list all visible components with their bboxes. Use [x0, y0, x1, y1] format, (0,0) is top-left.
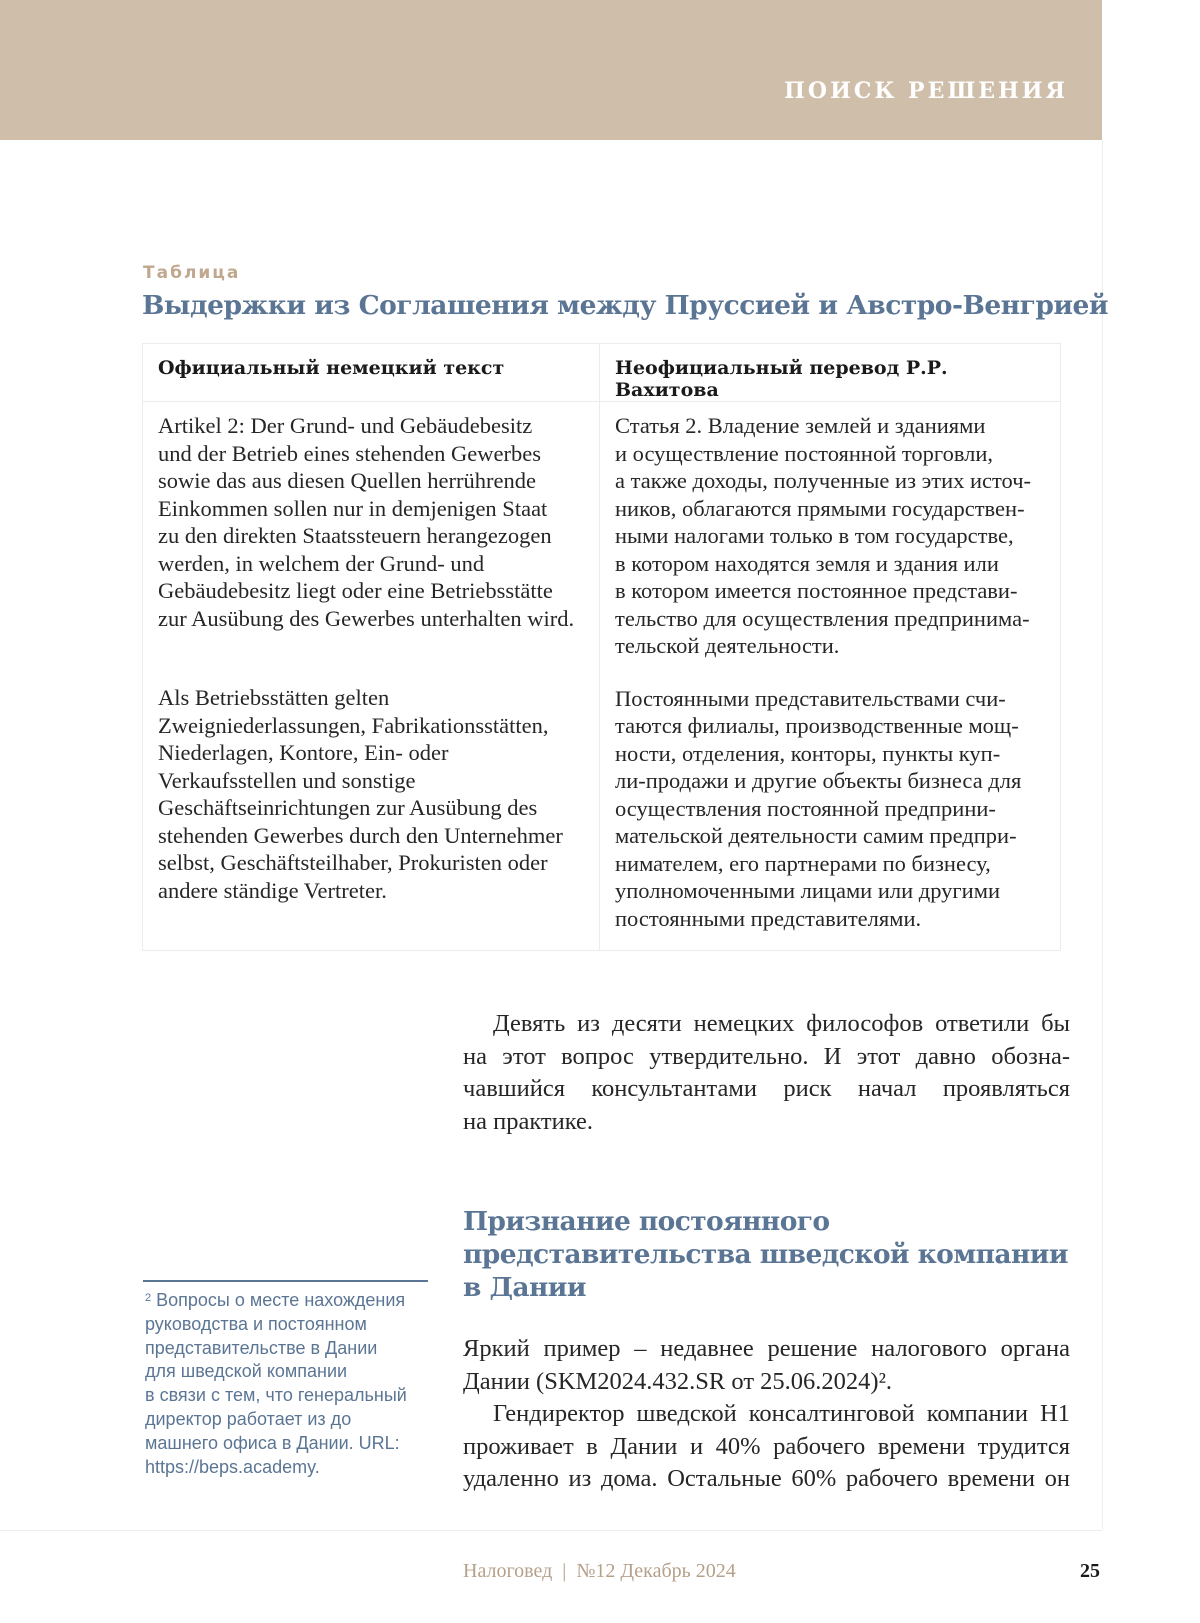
text-line: нимателем, его партнерами по бизнесу, — [615, 850, 991, 876]
column-header-german: Официальный немецкий текст — [143, 344, 600, 402]
german-paragraph-article-2 — [158, 412, 585, 632]
page-number: 25 — [1080, 1560, 1100, 1582]
text-line: таются филиалы, производственные мощ- — [615, 713, 1019, 738]
footnote-rule — [143, 1280, 428, 1282]
text-line: Статья 2. Владение землей и зданиями — [615, 413, 986, 438]
text-line: stehenden Gewerbes durch den Unternehmer — [158, 822, 563, 848]
text-line: und der Betrieb eines stehenden Gewerbes — [158, 440, 541, 466]
footnote-line: руководства и постоянном — [145, 1313, 367, 1334]
table-row — [143, 402, 1061, 951]
text-line: Einkommen sollen nur in demjenigen Staat — [158, 495, 548, 521]
text-line: Artikel 2: Der Grund- und Gebäudebesitz — [158, 413, 533, 438]
german-paragraph-betriebsstaetten — [158, 684, 585, 904]
text-line: постоянными представителями. — [615, 905, 922, 931]
russian-text-cell — [600, 402, 1061, 951]
text-line: Девять из десяти немецких философов ответили бы — [493, 1010, 1070, 1037]
text-line: Gebäudebesitz liegt oder eine Betriebsstätte — [158, 578, 553, 603]
table-kicker: Таблица — [143, 263, 241, 283]
footnote-line: машнего офиса в Дании. URL: — [145, 1432, 400, 1453]
text-line: Verkaufsstellen und sonstige — [158, 767, 416, 793]
intro-paragraph — [463, 1008, 1070, 1138]
section-title: ПОИСК РЕШЕНИЯ — [784, 78, 1068, 104]
text-line: проживает в Дании и 40% рабочего времени трудится — [463, 1432, 1070, 1460]
footnote — [145, 1287, 445, 1479]
text-line: werden, in welchem der Grund- und — [158, 550, 485, 576]
text-line: selbst, Geschäftsteilhaber, Prokuristen oder — [158, 850, 548, 875]
publication-name: Налоговед — [463, 1560, 553, 1582]
text-line: zu den direkten Staatssteuern herangezogen — [158, 523, 552, 548]
heading-line: в Дании — [463, 1272, 586, 1303]
text-line: andere ständige Vertreter. — [158, 877, 387, 903]
text-line: ли-продажи и другие объекты бизнеса для — [615, 768, 1022, 793]
text-line: тельской деятельности. — [615, 633, 840, 658]
text-line: в котором имеется постоянное представи- — [615, 578, 1018, 603]
text-line: sowie das aus diesen Quellen herrührende — [158, 468, 536, 493]
text-line: на этот вопрос утвердительно. И этот давно обозна- — [463, 1042, 1070, 1070]
example-paragraph — [463, 1333, 1070, 1398]
text-line: Geschäftseinrichtungen zur Ausübung des — [158, 795, 538, 820]
director-paragraph — [463, 1398, 1070, 1496]
issue-label: №12 Декабрь 2024 — [576, 1560, 736, 1582]
footnote-line: для шведской компании — [145, 1361, 348, 1382]
text-line: в котором находятся земля и здания или — [615, 550, 999, 576]
excerpt-table — [142, 343, 1061, 951]
table-header-row — [143, 344, 1061, 402]
footnote-text: Вопросы о месте нахождения — [156, 1290, 406, 1310]
text-line: на практике. — [463, 1107, 594, 1135]
text-line: мательской деятельности самим предпри- — [615, 823, 1017, 848]
text-line: и осуществление постоянной торговли, — [615, 440, 994, 466]
russian-paragraph-article-2 — [615, 412, 1046, 660]
text-line: удаленно из дома. Остальные 60% рабочего времени он — [463, 1465, 1070, 1492]
heading-line: Признание постоянного — [463, 1206, 830, 1237]
footer-separator: | — [562, 1560, 567, 1582]
text-line: Niederlagen, Kontore, Ein- oder — [158, 740, 449, 765]
german-text-cell — [143, 402, 600, 951]
table-title: Выдержки из Соглашения между Пруссией и Австро-Венгрией — [142, 290, 1109, 321]
text-line: ными налогами только в том государстве, — [615, 523, 1014, 548]
footnote-marker: 2 — [145, 1292, 152, 1304]
heading-line: представительства шведской компании — [463, 1239, 1068, 1270]
russian-paragraph-permanent-establishments — [615, 685, 1046, 933]
header-band — [0, 0, 1102, 140]
text-line: Дании (SKM2024.432.SR от 25.06.2024)². — [463, 1367, 893, 1395]
section-heading — [463, 1205, 1083, 1304]
text-line: Als Betriebsstätten gelten — [158, 685, 390, 710]
footnote-line: представительстве в Дании — [145, 1337, 378, 1358]
footnote-line: директор работает из до — [145, 1408, 352, 1429]
footer-publication — [463, 1560, 736, 1583]
text-line: Постоянными представительствами счи- — [615, 685, 1006, 711]
text-line: Яркий пример – недавнее решение налогового органа — [463, 1335, 1070, 1362]
column-header-russian: Неофициальный перевод Р.Р. Вахитова — [600, 344, 1061, 402]
text-line: ников, облагаются прямыми государствен- — [615, 495, 1025, 521]
footnote-line — [145, 1287, 445, 1313]
footnote-line: в связи с тем, что генеральный — [145, 1385, 407, 1406]
text-line: осуществления постоянной предприни- — [615, 795, 996, 821]
text-line: уполномоченными лицами или другими — [615, 878, 1000, 903]
text-line: чавшийся консультантами риск начал проявляться — [463, 1075, 1070, 1102]
text-line: zur Ausübung des Gewerbes unterhalten wird. — [158, 605, 575, 631]
footnote-url[interactable]: https://beps.academy. — [145, 1456, 320, 1477]
text-line: ности, отделения, конторы, пункты куп- — [615, 740, 1001, 766]
text-line: тельство для осуществления предпринима- — [615, 605, 1030, 631]
text-line: Zweigniederlassungen, Fabrikationsstätten, — [158, 712, 549, 738]
text-line: Гендиректор шведской консалтинговой компании H1 — [493, 1400, 1070, 1427]
text-line: а также доходы, полученные из этих источ- — [615, 468, 1032, 493]
footer-rule — [0, 1530, 1102, 1531]
page-edge-rule — [1102, 140, 1103, 1530]
